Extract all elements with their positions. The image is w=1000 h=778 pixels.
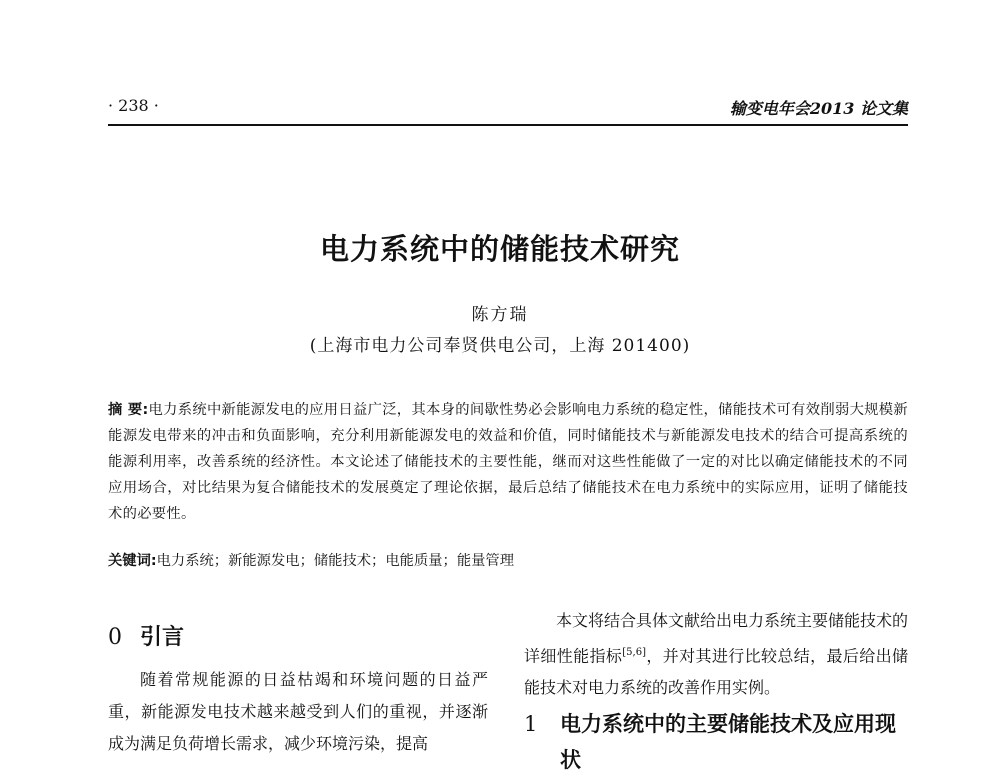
keywords [108, 549, 908, 573]
abstract-text: 电力系统中新能源发电的应用日益广泛，其本身的间歇性势必会影响电力系统的稳定性，储能技术可有效削弱大规模新能源发电带来的冲击和负面影响，充分利用新能源发电的效益和价值，同时储能技术与新能源发电技术的结合可提高系统的能源利用率，改善系统的经济性。本文论述了储能技术的主要性能，继而对这些性能做了一定的对比以确定储能技术的不同应用场合，对比结果为复合储能技术的发展奠定了理论依据，最后总结了储能技术在电力系统中的实际应用，证明了储能技术的必要性。 [108, 402, 908, 522]
right-paragraph [524, 605, 908, 704]
author-affiliation: (上海市电力公司奉贤供电公司，上海 201400) [309, 336, 691, 356]
citation: [5,6] [622, 647, 646, 658]
running-header [108, 96, 908, 122]
section-1-heading [524, 706, 908, 778]
right-paragraph-b: ，并对其进行比较总结，最后给出储能技术对电力系统的改善作用实例。 [524, 646, 908, 698]
intro-paragraph: 随着常规能源的日益枯竭和环境问题的日益严重，新能源发电技术越来越受到人们的重视，并逐渐成为满足负荷增长需求，减少环境污染，提高 [108, 670, 488, 753]
keywords-text: 电力系统；新能源发电；储能技术；电能质量；能量管理 [156, 553, 515, 569]
keywords-label: 关键词: [108, 553, 157, 569]
section-1-number: 1 [524, 712, 538, 736]
section-0-number: 0 [108, 625, 122, 650]
section-0-title: 引言 [140, 624, 185, 650]
page-number: · 238 · [108, 96, 159, 115]
journal-name: 输变电年会2013 论文集 [729, 99, 908, 118]
paper-title: 电力系统中的储能技术研究 [319, 232, 680, 266]
abstract [108, 397, 908, 527]
section-1-title: 电力系统中的主要储能技术及应用现状 [560, 712, 896, 772]
right-paragraph-a: 本文将结合具体文献给出电力系统主要储能技术的详细性能指标 [524, 611, 909, 666]
author-name: 陈方瑞 [471, 305, 529, 325]
header-rule [108, 124, 908, 126]
section-0-heading [108, 620, 184, 651]
abstract-label: 摘 要: [108, 402, 149, 418]
